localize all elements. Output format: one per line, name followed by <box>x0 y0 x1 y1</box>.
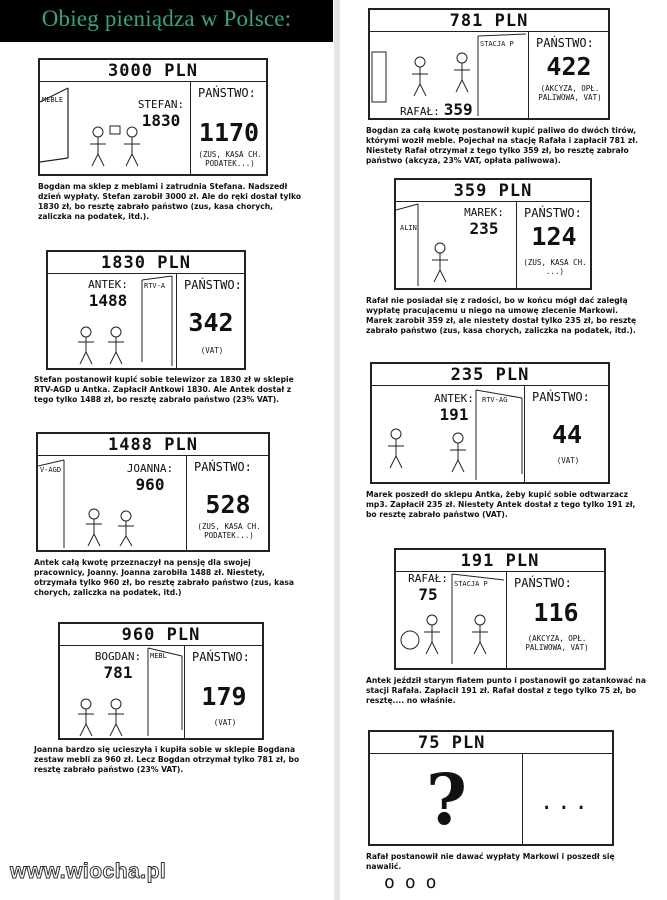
comic-panel <box>38 58 268 176</box>
question-mark: ? <box>426 758 468 841</box>
state-note: (ZUS, KASA CH. PODATEK...) <box>198 150 262 168</box>
worker-info <box>130 98 192 130</box>
watermark: www.wiocha.pl <box>10 860 167 883</box>
worker-name: RAFAŁ: <box>400 105 440 118</box>
panel-caption: Antek jeździł starym fiatem punto i postanowił go zatankować na stacji Rafała. Zapłacił 191 zł. Rafał dostał z tego tylko 75 zł, bo resztę.... no właśnie. <box>366 676 646 705</box>
worker-info <box>452 206 516 238</box>
worker-info <box>422 392 486 424</box>
worker-amount: 781 <box>103 663 133 682</box>
state-label: PAŃSTWO: <box>184 278 242 292</box>
shop-sign: STACJA P <box>454 580 488 588</box>
worker-name: ANTEK: <box>88 278 128 291</box>
comic-panel <box>370 362 610 484</box>
panel-amount: 1830 PLN <box>101 253 191 273</box>
state-amount: 528 <box>205 490 251 519</box>
panel-header <box>372 364 608 386</box>
state-label: PAŃSTWO: <box>194 460 252 474</box>
state-note: (ZUS, KASA CH. ...) <box>523 258 587 276</box>
shop-sign: MEBL <box>150 652 167 660</box>
state-box <box>192 82 266 174</box>
state-amount: 422 <box>546 52 592 81</box>
state-note: (VAT) <box>213 718 237 727</box>
state-label: PAŃSTWO: <box>192 650 250 664</box>
bottom-dots: ooo <box>384 872 447 893</box>
state-amount: 116 <box>533 598 579 627</box>
comic-panel <box>58 622 264 740</box>
worker-amount: 960 <box>135 475 165 494</box>
worker-amount: 1488 <box>88 291 128 310</box>
state-label: PAŃSTWO: <box>532 390 590 404</box>
state-note: (ZUS, KASA CH. PODATEK...) <box>197 522 261 540</box>
worker-info <box>400 100 500 119</box>
worker-amount: 1830 <box>141 111 181 130</box>
worker-amount: 191 <box>439 405 469 424</box>
panel-amount: 235 PLN <box>450 365 530 385</box>
panel-separator <box>184 646 185 738</box>
state-label: PAŃSTWO: <box>514 576 572 590</box>
panel-amount: 3000 PLN <box>108 61 198 81</box>
panel-caption: Marek poszedł do sklepu Antka, żeby kupić sobie odtwarzacz mp3. Zapłacił 235 zł. Niestety Antek dostał z tego tylko 191 zł, bo resztę zabrało państwo (VAT). <box>366 490 636 519</box>
ellipsis: ... <box>540 790 592 815</box>
state-box <box>178 274 244 368</box>
state-label: PAŃSTWO: <box>536 36 594 50</box>
worker-name: RAFAŁ: <box>408 572 448 585</box>
panel-caption: Joanna bardzo się ucieszyła i kupiła sobie w sklepie Bogdana zestaw mebli za 960 zł. Lecz Bogdan otrzymał tylko 781 zł, bo resztę zabrało państwo (23% VAT). <box>34 745 300 774</box>
worker-info <box>400 572 456 604</box>
panel-caption: Rafał postanowił nie dawać wypłaty Markowi i poszedł się nawalić. <box>366 852 615 871</box>
panel-amount: 960 PLN <box>121 625 201 645</box>
shop-sign: V-AGD <box>40 466 62 474</box>
comic-panel <box>394 548 606 670</box>
state-box <box>530 32 608 118</box>
shop-sign: ALIN <box>400 224 417 232</box>
panel-caption: Bogdan ma sklep z meblami i zatrudnia Stefana. Nadszedł dzień wypłaty. Stefan zarobił 3000 zł. Ale do ręki dostał tylko 1830 zł, bo resztę zabrało państwo (zus, kasa chorych, zaliczka na podatek, itd.). <box>38 182 302 221</box>
state-box <box>526 386 608 482</box>
state-label: PAŃSTWO: <box>198 86 256 100</box>
panel-header <box>40 60 266 82</box>
panel-separator <box>524 386 525 482</box>
comic-panel <box>36 432 270 552</box>
state-amount: 342 <box>188 308 234 337</box>
panel-separator <box>176 274 177 368</box>
panel-header <box>396 180 590 202</box>
panel-caption: Stefan postanowił kupić sobie telewizor za 1830 zł w sklepie RTV-AGD u Antka. Zapłacił Antkowi 1830. Ale Antek dostał z tego tylko 1488 zł, bo resztę zabrało państwo (23% VAT). <box>34 375 294 404</box>
panel-amount: 75 PLN <box>418 733 486 753</box>
worker-name: ANTEK: <box>434 392 474 405</box>
page-title: Obieg pieniądza w Polsce: <box>41 6 292 31</box>
state-note: (VAT) <box>200 346 224 355</box>
panel-header <box>396 550 604 572</box>
state-note: (VAT) <box>556 456 580 465</box>
worker-amount: 75 <box>418 585 438 604</box>
panel-separator <box>522 754 523 844</box>
state-note: (AKCYZA, OPŁ. PALIWOWA, VAT) <box>538 84 602 102</box>
comic-panel <box>368 8 610 120</box>
panel-header <box>370 732 612 754</box>
state-amount: 1170 <box>198 118 260 147</box>
panel-header <box>60 624 262 646</box>
worker-name: STEFAN: <box>137 98 185 111</box>
panel-amount: 1488 PLN <box>108 435 198 455</box>
state-box <box>508 572 604 668</box>
panel-header <box>48 252 244 274</box>
state-box <box>518 202 590 288</box>
panel-header <box>38 434 268 456</box>
worker-name: BOGDAN: <box>94 650 142 663</box>
comic-panel <box>46 250 246 370</box>
shop-sign: RTV-AG <box>482 396 508 404</box>
state-note: (AKCYZA, OPŁ. PALIWOWA, VAT) <box>525 634 589 652</box>
panel-amount: 359 PLN <box>453 181 533 201</box>
panel-amount: 781 PLN <box>449 11 529 31</box>
comic-panel <box>368 730 614 846</box>
shop-sign: MEBLE <box>42 96 64 104</box>
comic-panel <box>394 178 592 290</box>
worker-info <box>76 278 140 310</box>
panel-caption: Antek całą kwotę przeznaczył na pensję dla swojej pracownicy, Joanny. Joanna zarobiła 1488 zł. Niestety, otrzymała tylko 960 zł, bo resztę zabrało państwo (zus, kasa chorych, zaliczka na podatek, itd.) <box>34 558 294 597</box>
worker-name: MAREK: <box>464 206 504 219</box>
worker-amount: 235 <box>469 219 499 238</box>
state-amount: 179 <box>201 682 247 711</box>
shop-sign: STACJA P <box>480 40 514 48</box>
state-box <box>188 456 268 550</box>
panel-amount: 191 PLN <box>460 551 540 571</box>
state-amount: 124 <box>531 222 577 251</box>
state-box <box>186 646 262 738</box>
worker-name: JOANNA: <box>126 462 174 475</box>
panel-caption: Rafał nie posiadał się z radości, bo w końcu mógł dać zaległą wypłatę pracującemu u niego na umowę zlecenie Markowi. Marek zarobił 359 zł, ale niestety dostał tylko 235 zł, bo resztę zabrało państwo (zus, kasa chorych, zaliczka na podatek, itd.). <box>366 296 637 335</box>
column-divider <box>334 0 340 900</box>
title-band <box>0 0 333 42</box>
panel-separator <box>528 32 529 118</box>
panel-header <box>370 10 608 32</box>
worker-info <box>114 462 186 494</box>
shop-sign: RTV-A <box>144 282 166 290</box>
panel-separator <box>506 572 507 668</box>
state-label: PAŃSTWO: <box>524 206 582 220</box>
state-amount: 44 <box>551 420 583 449</box>
panel-separator <box>186 456 187 550</box>
panel-separator <box>516 202 517 288</box>
panel-caption: Bogdan za całą kwotę postanowił kupić paliwo do dwóch tirów, którymi woził meble. Pojechał na stację Rafała i zapłacił 781 zł. Niestety Rafał otrzymał z tego tylko 359 zł, bo resztę zabrało państwo (akcyza, 23% VAT, opłata paliwowa). <box>366 126 638 165</box>
worker-amount: 359 <box>443 100 473 119</box>
worker-info <box>86 650 150 682</box>
